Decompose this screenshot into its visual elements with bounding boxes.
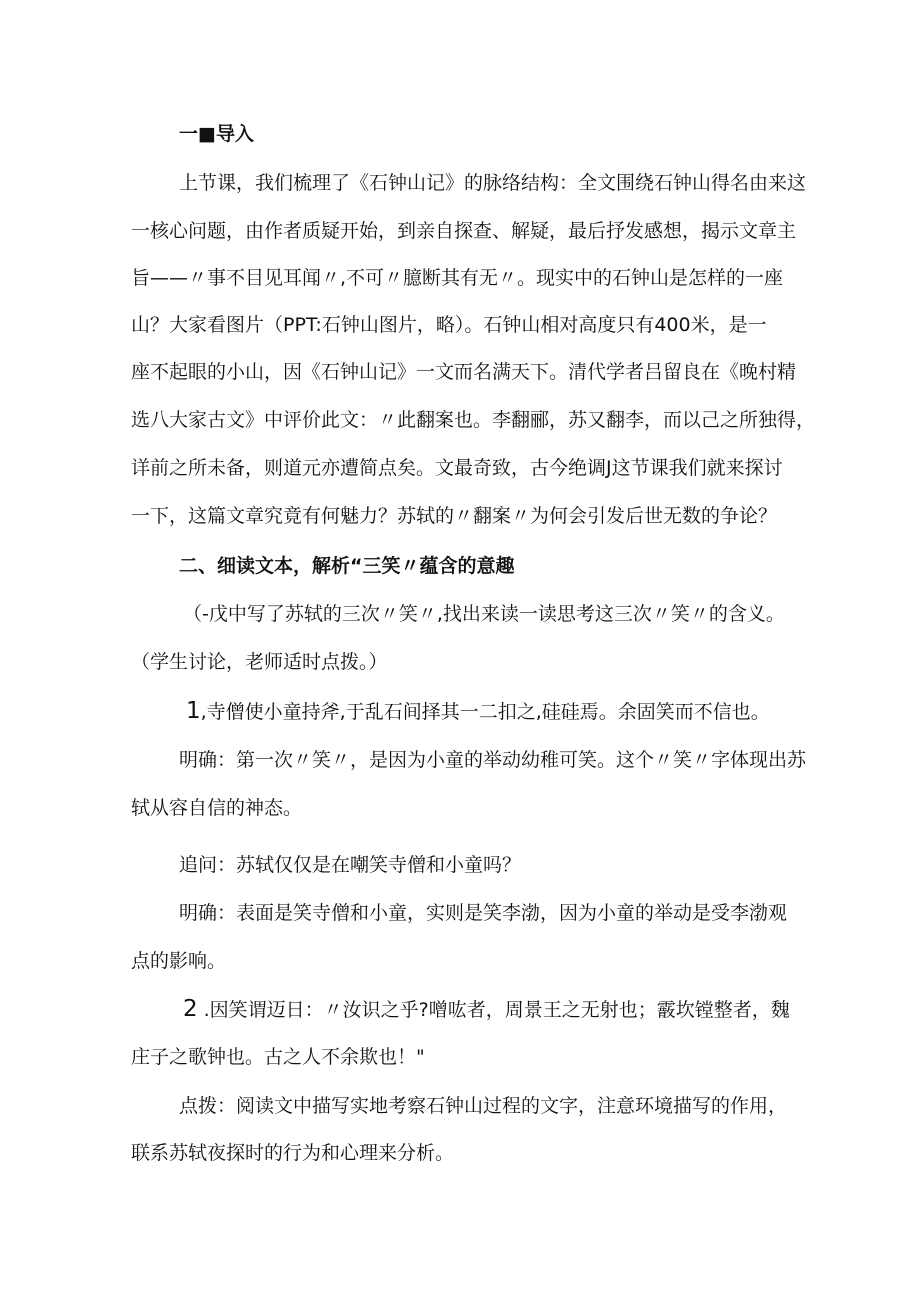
- item-text: ,寺僧使小童持斧,于乱石间择其一二扣之,硅硅焉。余固笑而不信也。: [200, 701, 770, 723]
- paragraph-line: 山？大家看图片（PPT:石钟山图片，略）。石钟山相对高度只有400米，是一: [131, 314, 767, 336]
- paragraph-line: 联系苏轼夜探时的行为和心理来分析。: [131, 1142, 455, 1164]
- paragraph-line: 明确：第一次〃笑〃，是因为小童的举动幼稚可笑。这个〃笑〃字体现出苏: [179, 749, 807, 771]
- paragraph-line: 点拨：阅读文中描写实地考察石钟山过程的文字，注意环境描写的作用，: [179, 1095, 788, 1117]
- paragraph-line: 一核心问题，由作者质疑开始，到亲自探查、解疑，最后抒发感想，揭示文章主: [131, 220, 797, 242]
- item-number: 2: [183, 996, 198, 1022]
- paragraph-line: 庄子之歌钟也。古之人不余欺也！": [131, 1046, 425, 1068]
- paragraph-line: 追问：苏轼仅仅是在嘲笑寺僧和小童吗？: [179, 854, 522, 876]
- section-heading-reading: 二、细读文本，解析“三笑〃蕴含的意趣: [179, 555, 515, 577]
- paragraph-line: 选八大家古文》中评价此文：〃此翻案也。李翻郦，苏又翻李，而以己之所独得，: [131, 409, 816, 431]
- paragraph-line: 一下，这篇文章究竟有何魅力？苏轼的〃翻案〃为何会引发后世无数的争论？: [131, 505, 778, 527]
- item-number: 1: [186, 698, 201, 724]
- quote-item-1: [186, 698, 770, 725]
- paragraph-line: 轼从容自信的神态。: [131, 797, 303, 819]
- item-text: .因笑谓迈日：〃汝识之乎?噌吰者，周景王之无射也；霰坎镗整者，魏: [203, 999, 790, 1021]
- quote-item-2: [183, 996, 790, 1023]
- paragraph-line: 详前之所未备，则道元亦遭简点矣。文最奇致，古今绝调J这节课我们就来探讨: [131, 457, 783, 479]
- paragraph-line: 明确：表面是笑寺僧和小童，实则是笑李渤，因为小童的举动是受李渤观: [179, 902, 788, 924]
- paragraph-line: 点的影响。: [131, 950, 227, 972]
- paragraph-line: 座不起眼的小山，因《石钟山记》一文而名满天下。清代学者吕留良在《晚村精: [131, 361, 797, 383]
- section-heading-intro: 一■导入: [179, 123, 254, 145]
- paragraph-line: 旨——〃事不目见耳闻〃,不可〃臆断其有无〃。现实中的石钟山是怎样的一座: [131, 267, 784, 289]
- paragraph-line: 上节课，我们梳理了《石钟山记》的脉络结构：全文围绕石钟山得名由来这: [179, 172, 807, 194]
- paragraph-line: （-戊中写了苏轼的三次〃笑〃,找出来读一读思考这三次〃笑〃的含义。: [183, 603, 785, 625]
- paragraph-line: （学生讨论，老师适时点拨。）: [131, 651, 388, 673]
